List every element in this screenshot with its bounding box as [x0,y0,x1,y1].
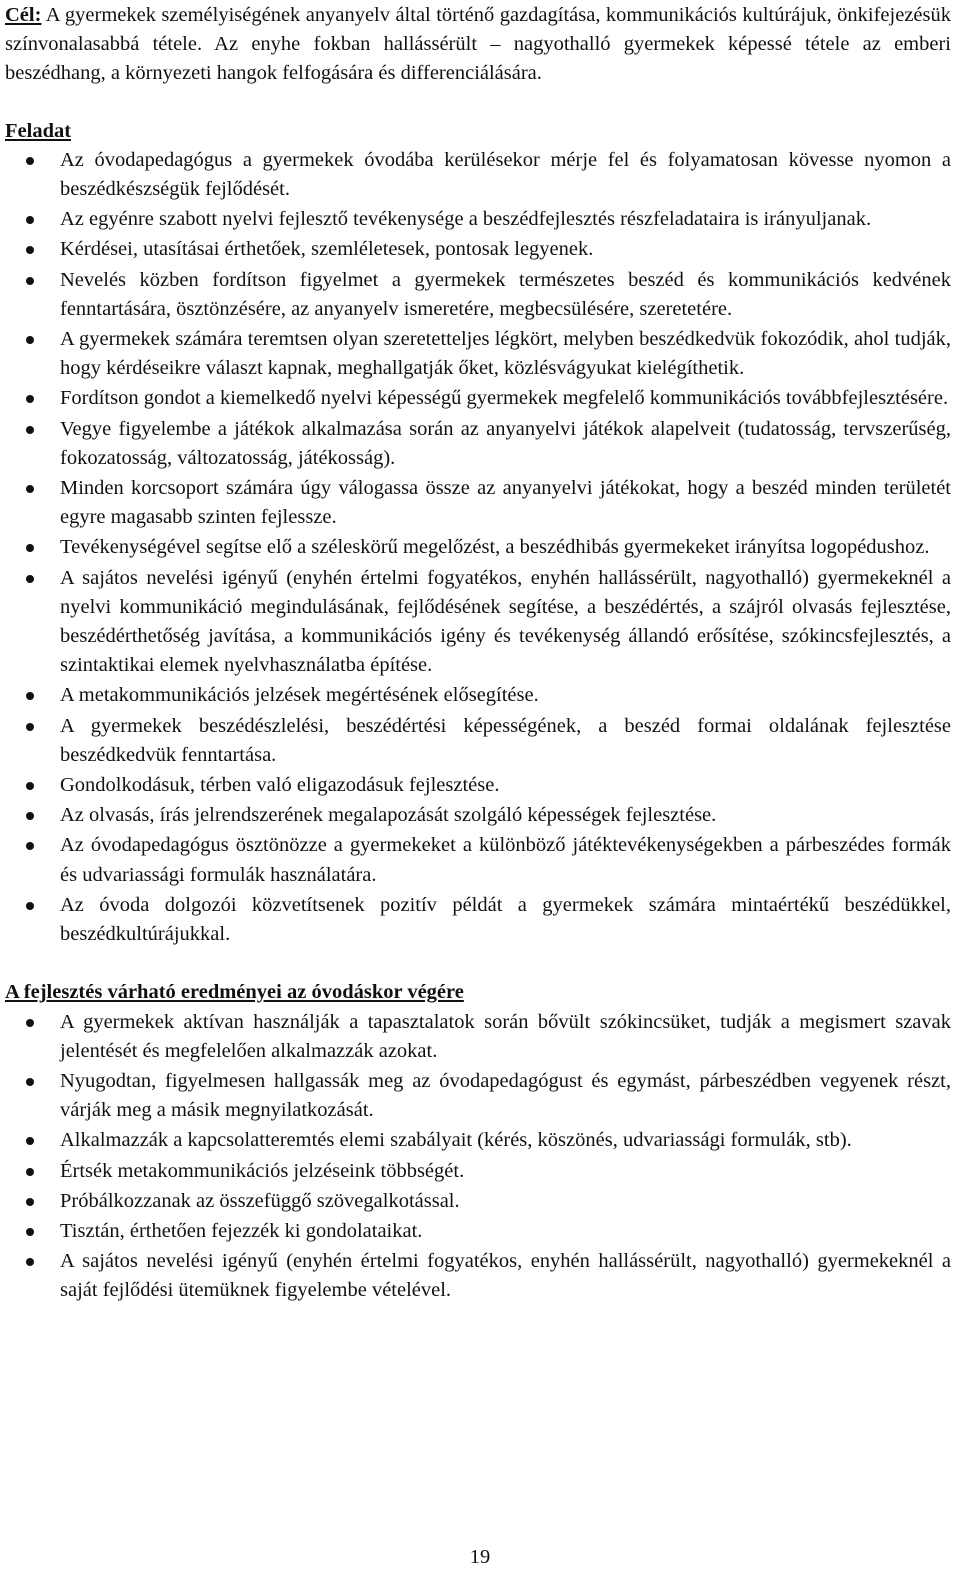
bullet-icon [26,157,34,165]
list-item-text: Vegye figyelembe a játékok alkalmazása során az anyanyelvi játékok alapelveit (tudatosság, tervszerűség, fokozatosság, változatosság, játékosság). [60,417,951,469]
list-item [5,891,951,949]
list-item-text: Az óvodapedagógus ösztönözze a gyermekeket a különböző játéktevékenységekben a párbeszédes formák és udvariassági formulák használatára. [60,834,951,886]
bullet-icon [26,1137,34,1145]
bullet-icon [26,723,34,731]
list-item-text: A sajátos nevelési igényű (enyhén értelmi fogyatékos, enyhén hallássérült, nagyothalló) gyermekeknél a nyelvi kommunikáció megindulásának, fejlődésének segítése, a beszédértés, a szájról olvasás fejlesztése, beszédérthetőség javítása, a kommunikációs igény és tevékenység állandó erősítése, szókincsfejlesztés, a szintaktikai elemek nyelvhasználatba építése. [60,566,951,677]
goal-label: Cél: [5,4,42,26]
bullet-icon [26,544,34,552]
list-item [5,831,951,889]
list-item-text: Gondolkodásuk, térben való eligazodásuk fejlesztése. [60,774,500,797]
list-item [5,1187,951,1216]
bullet-icon [26,812,34,820]
list-item [5,1126,951,1155]
list-item [5,325,951,383]
list-item-text: Tisztán, érthetően fejezzék ki gondolataikat. [60,1219,423,1242]
list-item [5,235,951,264]
list-item-text: Minden korcsoport számára úgy válogassa össze az anyanyelvi játékokat, hogy a beszéd minden területét egyre magasabb szinten fejlessze. [60,477,951,529]
bullet-icon [26,1198,34,1206]
list-item-text: Az olvasás, írás jelrendszerének megalapozását szolgáló képességek fejlesztése. [60,804,717,827]
bullet-icon [26,1258,34,1266]
list-item-text: Próbálkozzanak az összefüggő szövegalkotással. [60,1189,460,1212]
list-item-text: A metakommunikációs jelzések megértésének elősegítése. [60,684,539,707]
bullet-icon [26,1228,34,1236]
bullet-icon [26,277,34,285]
results-heading: A fejlesztés várható eredményei az óvodáskor végére [5,981,464,1004]
list-item [5,474,951,532]
bullet-icon [26,575,34,583]
list-item-text: A gyermekek aktívan használják a tapasztalatok során bővült szókincsüket, tudják a megismert szavak jelentését és megfelelően alkalmazzák azokat. [60,1010,951,1062]
list-item-text: Az egyénre szabott nyelvi fejlesztő tevékenysége a beszédfejlesztés részfeladataira is irányuljanak. [60,208,872,231]
list-item [5,205,951,234]
bullet-icon [26,1168,34,1176]
bullet-icon [26,336,34,344]
list-item-text: Nyugodtan, figyelmesen hallgassák meg az óvodapedagógust és egymást, párbeszédben vegyenek részt, várják meg a másik megnyilatkozását. [60,1069,951,1122]
bullet-icon [26,692,34,700]
list-item-text: A gyermekek számára teremtsen olyan szeretetteljes légkört, melyben beszédkedvük fokozódik, ahol tudják, hogy kérdéseikre választ kapnak, meghallgatják őket, közlésvágyukat kielégíthetik. [60,328,951,380]
list-item-text: Tevékenységével segítse elő a széleskörű megelőzést, a beszédhibás gyermekeket irányítsa logopédushoz. [60,536,930,559]
list-item [5,564,951,681]
list-item [5,1157,951,1186]
list-item [5,712,951,770]
list-item [5,1067,951,1125]
list-item [5,415,951,473]
list-item [5,771,951,800]
list-item-text: Nevelés közben fordítson figyelmet a gyermekek természetes beszéd és kommunikációs kedvének fenntartására, ösztönzésére, az anyanyelv ismeretére, megbecsülésére, szeretetére. [60,268,951,320]
bullet-icon [26,902,34,910]
bullet-icon [26,426,34,434]
list-item [5,266,951,324]
bullet-icon [26,216,34,224]
feladat-heading: Feladat [5,119,72,142]
document-page [5,1,951,1307]
results-list [5,1008,951,1306]
goal-paragraph [5,1,951,89]
bullet-icon [26,246,34,254]
page-number: 19 [469,1546,491,1568]
goal-text: A gyermekek személyiségének anyanyelv által történő gazdagítása, kommunikációs kultúrájuk, önkifejezésük színvonalasabbá tétele. Az enyhe fokban hallássérült – nagyothalló gyermekek képessé tétele az emberi beszédhang, a környezeti hangok felfogására és differenciálására. [5,4,951,85]
bullet-icon [26,1078,34,1086]
bullet-icon [26,842,34,850]
list-item [5,384,951,413]
bullet-icon [26,1019,34,1027]
list-item-text: Az óvodapedagógus a gyermekek óvodába kerülésekor mérje fel és folyamatosan kövesse nyomon a beszédkészségük fejlődését. [60,148,951,201]
list-item [5,681,951,710]
feladat-list [5,146,951,949]
list-item-text: Fordítson gondot a kiemelkedő nyelvi képességű gyermekek megfelelő kommunikációs továbbfejlesztésére. [60,387,949,410]
list-item-text: A sajátos nevelési igényű (enyhén értelmi fogyatékos, enyhén hallássérült, nagyothalló) gyermekeknél a saját fejlődési ütemüknek figyelembe vételével. [60,1250,951,1302]
list-item-text: Az óvoda dolgozói közvetítsenek pozitív példát a gyermekek számára mintaértékű beszédükkel, beszédkultúrájukkal. [60,893,951,946]
list-item-text: Kérdései, utasításai érthetőek, szemléletesek, pontosak legyenek. [60,238,594,261]
list-item [5,1217,951,1246]
list-item-text: Értsék metakommunikációs jelzéseink többségét. [60,1159,465,1182]
list-item-text: A gyermekek beszédészlelési, beszédértési képességének, a beszéd formai oldalának fejlesztése beszédkedvük fenntartása. [60,714,951,766]
list-item-text: Alkalmazzák a kapcsolatteremtés elemi szabályait (kérés, köszönés, udvariassági formulák, stb). [60,1129,852,1152]
list-item [5,146,951,204]
list-item [5,1008,951,1066]
list-item [5,801,951,830]
list-item [5,1247,951,1305]
list-item [5,533,951,562]
bullet-icon [26,782,34,790]
bullet-icon [26,395,34,403]
bullet-icon [26,485,34,493]
